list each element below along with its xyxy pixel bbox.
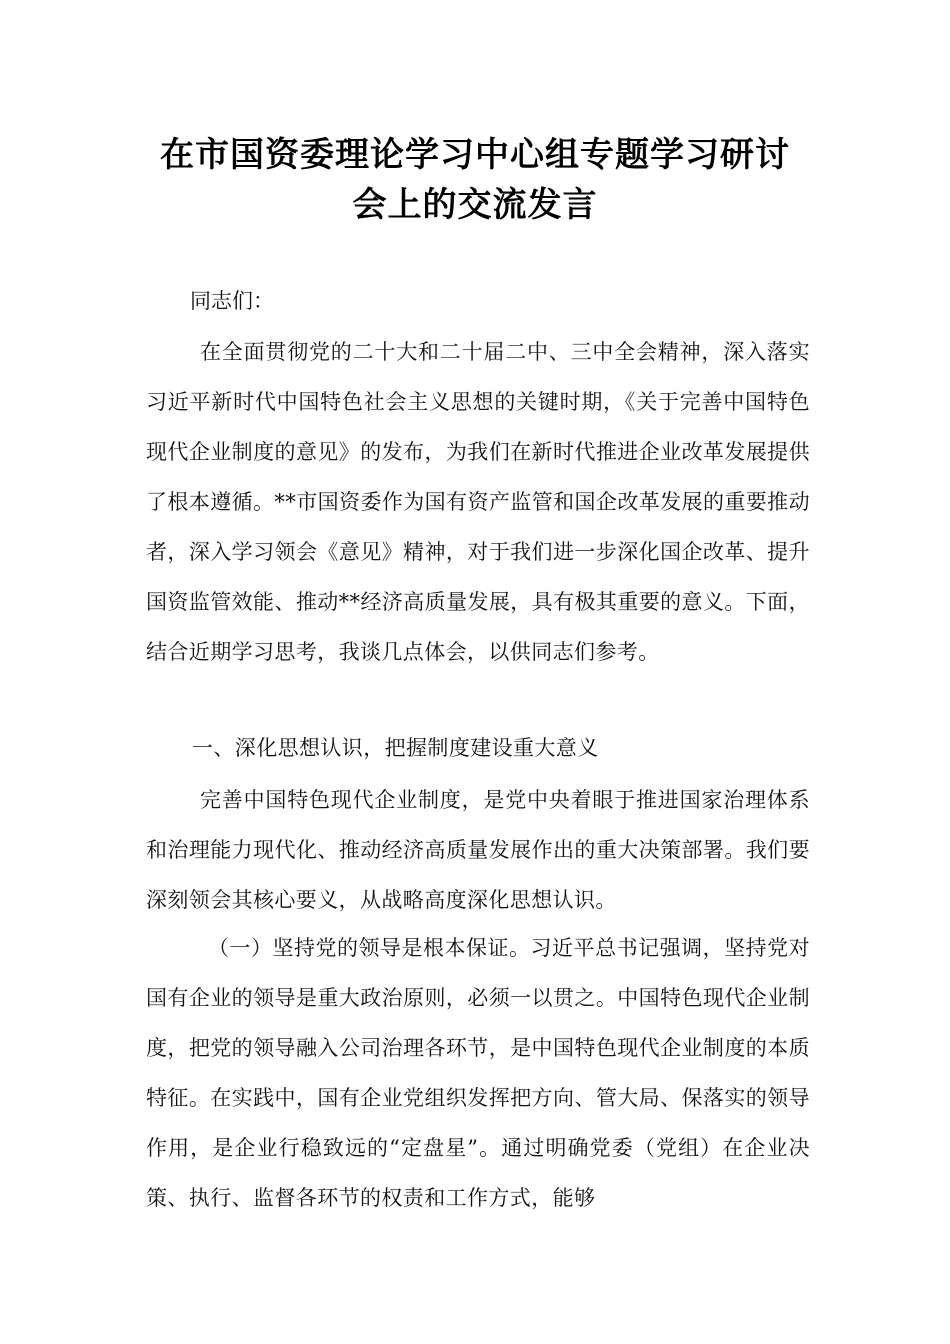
- salutation: 同志们：: [190, 289, 274, 313]
- subsection-1-paragraph: （一）坚持党的领导是根本保证。习近平总书记强调，坚持党对国有企业的领导是重大政治原则，必须一以贯之。中国特色现代企业制度，把党的领导融入公司治理各环节，是中国特色现代企业制度的本质特征。在实践中，国有企业党组织发挥把方向、管大局、保落实的领导作用，是企业行稳致远的“定盘星”。通过明确党委（党组）在企业决策、执行、监督各环节的权责和工作方式，能够: [146, 936, 810, 1210]
- document-title-line-2: 会上的交流发言: [352, 185, 598, 225]
- intro-paragraph: 在全面贯彻党的二十大和二十届二中、三中全会精神，深入落实习近平新时代中国特色社会主义思想的关键时期，《关于完善中国特色现代企业制度的意见》的发布，为我们在新时代推进企业改革发展提供了根本遵循。**市国资委作为国有资产监管和国企改革发展的重要推动者，深入学习领会《意见》精神，对于我们进一步深化国企改革、提升国资监管效能、推动**经济高质量发展，具有极其重要的意义。下面，结合近期学习思考，我谈几点体会，以供同志们参考。: [146, 340, 810, 664]
- section-1-paragraph: 完善中国特色现代企业制度，是党中央着眼于推进国家治理体系和治理能力现代化、推动经济高质量发展作出的重大决策部署。我们要深刻领会其核心要义，从战略高度深化思想认识。: [146, 788, 810, 912]
- document-title-line-1: 在市国资委理论学习中心组专题学习研讨: [160, 135, 790, 175]
- section-heading-1: 一、深化思想认识，把握制度建设重大意义: [192, 736, 599, 760]
